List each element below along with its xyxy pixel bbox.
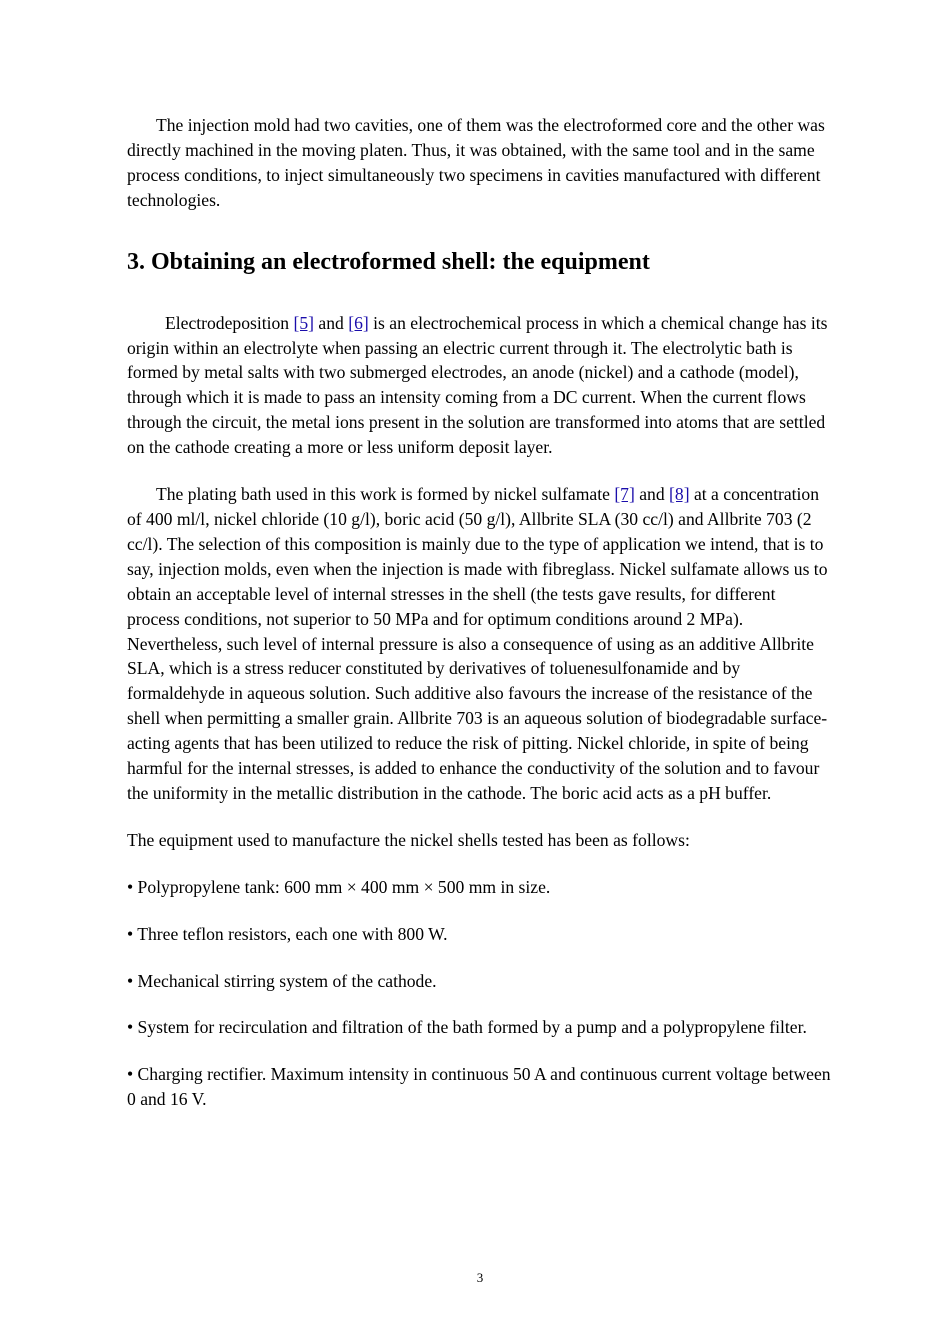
equipment-item-tank: • Polypropylene tank: 600 mm × 400 mm × 500 mm in size. [127,876,551,897]
page-number: 3 [476,1270,484,1285]
equipment-intro: The equipment used to manufacture the nickel shells tested has been as follows: [127,829,690,850]
intro-paragraph: The injection mold had two cavities, one of them was the electroformed core and the other was directly machined in the moving platen. Thus, it was obtained, with the same tool and in the same process conditions, to inject simultaneously two specimens in cavities manufactured with different technologies. [127,115,825,210]
paragraph-text: The plating bath used in this work is formed by nickel sulfamate [156,484,615,505]
paragraph-text: Electrodeposition [165,312,294,333]
equipment-item-resistors: • Three teflon resistors, each one with 800 W. [127,923,448,944]
paragraph-text: and [634,484,670,505]
paragraph-text: and [314,312,349,333]
reference-link-6[interactable]: [6] [348,312,369,333]
paragraph-text: is an electrochemical process in which a chemical change has its origin within an electrolyte when passing an electric current through it. The electrolytic bath is formed by metal salts with two submerged electrodes, an anode (nickel) and a cathode (model), through which it is made to pass an intensity coming from a DC current. When the current flows through the circuit, the metal ions present in the solution are transformed into atoms that are settled on the cathode creating a more or less uniform deposit layer. [127,312,828,458]
reference-link-7[interactable]: [7] [614,484,635,505]
equipment-item-stirring: • Mechanical stirring system of the cathode. [127,970,437,991]
electrodeposition-paragraph [127,311,832,460]
equipment-item-rectifier: • Charging rectifier. Maximum intensity in continuous 50 A and continuous current voltage between 0 and 16 V. [127,1064,831,1110]
plating-bath-paragraph [127,482,832,806]
equipment-item-filtration: • System for recirculation and filtration of the bath formed by a pump and a polypropylene filter. [127,1017,807,1038]
section-heading: 3. Obtaining an electroformed shell: the equipment [127,248,650,275]
paragraph-text: at a concentration of 400 ml/l, nickel chloride (10 g/l), boric acid (50 g/l), Allbrite SLA (30 cc/l) and Allbrite 703 (2 cc/l). The selection of this composition is mainly due to the type of application we intend, that is to say, injection molds, even when the injection is made with fibreglass. Nickel sulfamate allows us to obtain an acceptable level of internal stresses in the shell (the tests gave results, for different process conditions, not superior to 50 MPa and for optimum conditions around 2 MPa). Nevertheless, such level of internal pressure is also a consequence of using as an additive Allbrite SLA, which is a stress reducer constituted by derivatives of toluenesulfonamide and by formaldehyde in aqueous solution. Such additive also favours the increase of the resistance of the shell when permitting a smaller grain. Allbrite 703 is an aqueous solution of biodegradable surface-acting agents that has been utilized to reduce the risk of pitting. Nickel chloride, in spite of being harmful for the internal stresses, is added to enhance the conductivity of the solution and to favour the uniformity in the metallic distribution in the cathode. The boric acid acts as a pH buffer. [127,484,828,803]
page-content [127,113,832,1112]
reference-link-8[interactable]: [8] [669,484,690,505]
reference-link-5[interactable]: [5] [293,312,315,333]
